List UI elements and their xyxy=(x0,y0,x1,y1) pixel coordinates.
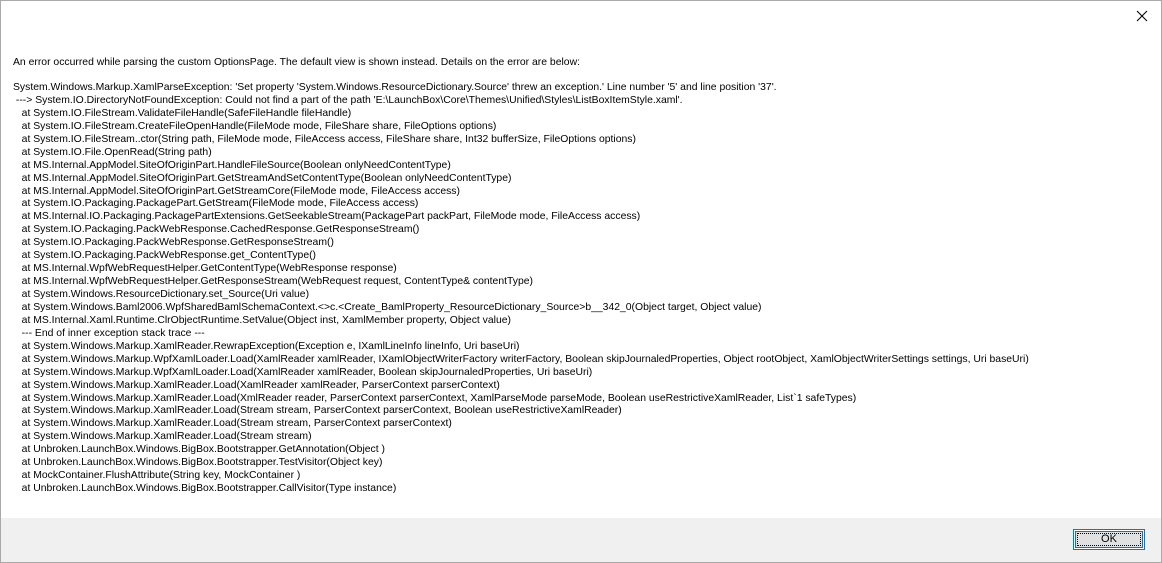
close-button[interactable] xyxy=(1125,3,1159,29)
stack-trace-line: at System.Windows.Markup.XamlReader.Load(Stream stream, ParserContext parserContext, Boolean useRestrictiveXamlReader) xyxy=(13,405,622,417)
stack-trace-line: at MS.Internal.Xaml.Runtime.ClrObjectRuntime.SetValue(Object inst, XamlMember property, Object value) xyxy=(13,314,511,326)
stack-trace-line: at System.Windows.ResourceDictionary.set_Source(Uri value) xyxy=(13,289,310,300)
stack-trace-line: at System.Windows.Markup.WpfXamlLoader.Load(XamlReader xamlReader, IXamlObjectWriterFactory writerFactory, Boolean skipJournaledProperties, Object rootObject, XamlObjectWriterSettings settings, Uri baseUri) xyxy=(13,353,1029,365)
stack-trace-line: at MS.Internal.WpfWebRequestHelper.GetContentType(WebResponse response) xyxy=(13,263,397,275)
stack-trace-line: at System.Windows.Baml2006.WpfSharedBamlSchemaContext.<>c.<Create_BamlProperty_ResourceDictionary_Source>b__342_0(Object target, Object value) xyxy=(13,301,762,313)
stack-trace-line: at System.IO.Packaging.PackWebResponse.GetResponseStream() xyxy=(13,237,334,249)
stack-trace-line: at MS.Internal.AppModel.SiteOfOriginPart.HandleFileSource(Boolean onlyNeedContentType) xyxy=(13,159,451,171)
stack-trace-line: at System.IO.FileStream.ValidateFileHandle(SafeFileHandle fileHandle) xyxy=(13,107,352,119)
stack-trace-line: at System.Windows.Markup.XamlReader.Load(Stream stream) xyxy=(13,431,312,443)
close-icon xyxy=(1136,10,1148,22)
stack-trace-line: at System.Windows.Markup.WpfXamlLoader.Load(XamlReader xamlReader, Boolean skipJournaledProperties, Uri baseUri) xyxy=(13,366,593,378)
stack-trace-line: ---> System.IO.DirectoryNotFoundException: Could not find a part of the path 'E:\LaunchBox\Core\Themes\Unified\Styles\ListBoxItemStyle.xaml'. xyxy=(13,94,683,106)
stack-trace-line: at System.IO.Packaging.PackWebResponse.CachedResponse.GetResponseStream() xyxy=(13,224,420,236)
stack-trace-line: at System.IO.Packaging.PackagePart.GetStream(FileMode mode, FileAccess access) xyxy=(13,198,419,210)
stack-trace-line: at MS.Internal.AppModel.SiteOfOriginPart.GetStreamAndSetContentType(Boolean onlyNeedContentType) xyxy=(13,172,512,184)
ok-button[interactable] xyxy=(1073,529,1145,550)
stack-trace-line: --- End of inner exception stack trace --- xyxy=(13,327,205,339)
stack-trace-line: at MS.Internal.WpfWebRequestHelper.GetResponseStream(WebRequest request, ContentType& contentType) xyxy=(13,276,533,288)
stack-trace-line: at Unbroken.LaunchBox.Windows.BigBox.Bootstrapper.CallVisitor(Type instance) xyxy=(13,483,397,495)
dialog-footer xyxy=(1,518,1161,562)
stack-trace-line: at System.Windows.Markup.XamlReader.Load(XmlReader reader, ParserContext parserContext, XamlParseMode parseMode, Boolean useRestrictiveXamlReader, List`1 safeTypes) xyxy=(13,392,857,404)
stack-trace-line: at System.Windows.Markup.XamlReader.Load(XamlReader xamlReader, ParserContext parserContext) xyxy=(13,379,500,391)
stack-trace-line: at System.IO.FileStream.CreateFileOpenHandle(FileMode mode, FileShare share, FileOptions options) xyxy=(13,120,497,132)
stack-trace-line: System.Windows.Markup.XamlParseException: 'Set property 'System.Windows.ResourceDictionary.Source' threw an exception.' Line number '5' and line position '37'. xyxy=(13,82,777,93)
stack-trace-line: at System.IO.Packaging.PackWebResponse.get_ContentType() xyxy=(13,250,317,262)
stack-trace-line: at System.IO.FileStream..ctor(String path, FileMode mode, FileAccess access, FileShare share, Int32 bufferSize, FileOptions options) xyxy=(13,133,636,145)
stack-trace-line: at MS.Internal.AppModel.SiteOfOriginPart.GetStreamCore(FileMode mode, FileAccess access) xyxy=(13,185,460,197)
stack-trace-line: at System.IO.File.OpenRead(String path) xyxy=(13,146,212,158)
stack-trace-line: at System.Windows.Markup.XamlReader.Load(Stream stream, ParserContext parserContext) xyxy=(13,418,452,430)
stack-trace-line: at Unbroken.LaunchBox.Windows.BigBox.Bootstrapper.TestVisitor(Object key) xyxy=(13,457,383,469)
exception-details xyxy=(13,82,1029,496)
stack-trace-line: at MS.Internal.IO.Packaging.PackagePartExtensions.GetSeekableStream(PackagePart packPart, FileMode mode, FileAccess access) xyxy=(13,211,641,223)
stack-trace-line: at System.Windows.Markup.XamlReader.RewrapException(Exception e, IXamlLineInfo lineInfo, Uri baseUri) xyxy=(13,340,520,352)
stack-trace-line: at Unbroken.LaunchBox.Windows.BigBox.Bootstrapper.GetAnnotation(Object ) xyxy=(13,444,385,456)
stack-trace-line: at MockContainer.FlushAttribute(String key, MockContainer ) xyxy=(13,470,301,482)
error-message: An error occurred while parsing the custom OptionsPage. The default view is shown instead. Details on the error are below: xyxy=(13,57,580,68)
ok-button-label: OK xyxy=(1101,533,1117,545)
